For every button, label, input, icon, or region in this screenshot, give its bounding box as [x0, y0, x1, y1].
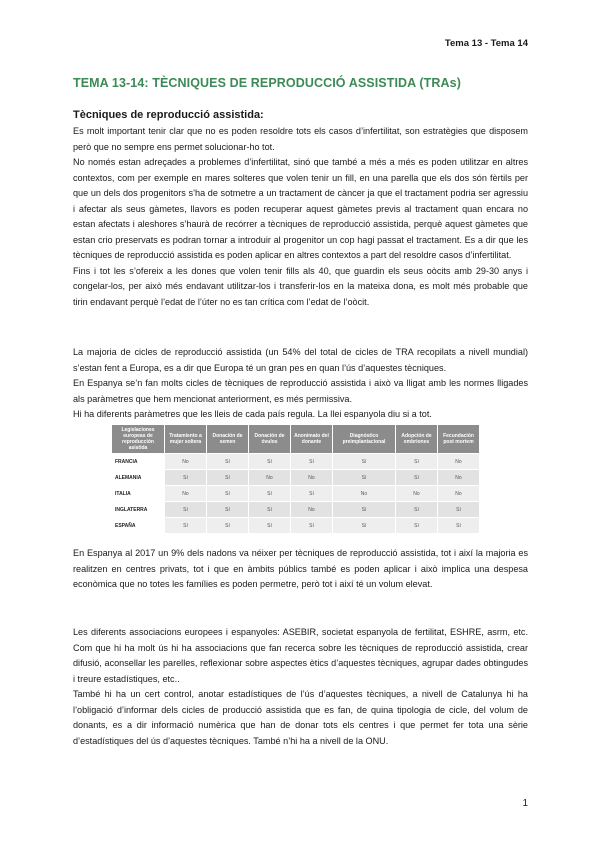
- paragraph-6: Hi ha diferents paràmetres que les lleis de cada país regula. La llei espanyola diu si a tot.: [73, 409, 432, 420]
- paragraph-8: Les diferents associacions europees i espanyoles: ASEBIR, societat espanyola de fertilitat, ESHRE, asrm, etc. Com que hi ha molt ús hi ha associacions que fan recerca sobre les tècniques de reproducció assistida, crear difusió, aconsellar les parelles, reflexionar sobre aspectes ètics d’aquestes tècniques, agrupar dades obtingudes i treure estadístiques, etc..: [73, 627, 528, 684]
- table-row: [112, 502, 480, 518]
- paragraph-1: Es molt important tenir clar que no es poden resoldre tots els casos d’infertilitat, son estratègies que disposem però que no sempre ens permet solucionar-ho tot.: [73, 126, 528, 152]
- table-header-cell: Anonimato del donante: [291, 425, 333, 454]
- table-header-cell: Fecundación post mortem: [438, 425, 480, 454]
- value-cell: Sí: [207, 518, 249, 534]
- paragraph-9: També hi ha un cert control, anotar estadístiques de l’ús d’aquestes tècniques, a nivell de Catalunya hi ha l’obligació d’informar dels cicles de producció assistida que es fan, de quina tipologia de cicle, del volum de donants, es a dir informació numèrica que han de donar tots els centres i que permet fer tota una sèrie d’estadístiques del ús d’aquestes tècniques. També n’hi ha a nivell de la ONU.: [73, 689, 528, 746]
- paragraph-3: Fins i tot les s’ofereix a les dones que volen tenir fills als 40, que guardin els seus oòcits amb 29-30 anys i congelar-los, per això més endavant utilitzar-los i transferir-los en la mateixa dona, es molt més probable que tirin endavant perquè l’edat de l’úter no es tan crítica com l’edat de l’oòcit.: [73, 265, 528, 308]
- value-cell: Sí: [333, 518, 396, 534]
- legislation-table: [111, 424, 480, 534]
- text-block-spain: [73, 546, 528, 593]
- value-cell: No: [249, 470, 291, 486]
- table-row: [112, 470, 480, 486]
- table-row: [112, 454, 480, 470]
- value-cell: No: [291, 502, 333, 518]
- value-cell: Sí: [291, 454, 333, 470]
- document-title: TEMA 13-14: TÈCNIQUES DE REPRODUCCIÓ ASSISTIDA (TRAs): [73, 76, 461, 90]
- text-block-associations: [73, 625, 528, 749]
- table-header-cell: Donación de óvulos: [249, 425, 291, 454]
- country-cell: ESPAÑA: [112, 518, 165, 534]
- paragraph-5: En Espanya se’n fan molts cicles de tècniques de reproducció assistida i això va lligat amb les normes lligades als paràmetres que hem mencionat anteriorment, es més permissiva.: [73, 378, 528, 404]
- value-cell: No: [165, 486, 207, 502]
- text-block-europe: [73, 345, 528, 423]
- value-cell: Sí: [396, 502, 438, 518]
- table-row: [112, 486, 480, 502]
- page-header: Tema 13 - Tema 14: [444, 38, 528, 49]
- page-number: 1: [522, 798, 528, 809]
- value-cell: Sí: [396, 470, 438, 486]
- table-row: [112, 518, 480, 534]
- paragraph-4: La majoria de cicles de reproducció assistida (un 54% del total de cicles de TRA recopilats a nivell mundial) s’estan fent a Europa, es a dir que Europa té un gran pes en quan l’ús d’aquestes tècniques.: [73, 347, 528, 373]
- value-cell: Sí: [291, 518, 333, 534]
- table-header-cell: Tratamiento a mujer soltera: [165, 425, 207, 454]
- country-cell: INGLATERRA: [112, 502, 165, 518]
- value-cell: Sí: [249, 454, 291, 470]
- country-cell: ITALIA: [112, 486, 165, 502]
- value-cell: Sí: [291, 486, 333, 502]
- value-cell: No: [333, 486, 396, 502]
- value-cell: Sí: [165, 518, 207, 534]
- paragraph-7: En Espanya al 2017 un 9% dels nadons va néixer per tècniques de reproducció assistida, tot i així la majoria es realitzen en centres privats, tot i que en àmbits públics també es poden aplicar i això implica una despesa econòmica que no totes les famílies es poden permetre, però tot i així té un volum elevat.: [73, 548, 528, 590]
- text-block-intro: [73, 124, 528, 311]
- value-cell: Sí: [207, 486, 249, 502]
- value-cell: Sí: [207, 470, 249, 486]
- value-cell: Sí: [249, 486, 291, 502]
- value-cell: Sí: [333, 454, 396, 470]
- value-cell: No: [165, 454, 207, 470]
- value-cell: Sí: [333, 470, 396, 486]
- table-header-cell: Diagnóstico preimplantacional: [333, 425, 396, 454]
- value-cell: Sí: [249, 518, 291, 534]
- value-cell: Sí: [249, 502, 291, 518]
- country-cell: ALEMANIA: [112, 470, 165, 486]
- value-cell: No: [291, 470, 333, 486]
- value-cell: No: [438, 486, 480, 502]
- value-cell: No: [438, 454, 480, 470]
- value-cell: Sí: [396, 518, 438, 534]
- paragraph-2: No només estan adreçades a problemes d’infertilitat, sinó que també a més a més es poden utilitzar en altres contextos, com per exemple en mares solteres que volen tenir un fill, en una parella que els dos són fèrtils per que un dels dos progenitors s’ha de sotmetre a un tractament de càncer ja que el tractament podria ser agressiu i afectar als seus gàmetes, llavors es poden recuperar aquest gàmetes previs al tractament quan encara no estan afectats i aleshores s’haurà de recórrer a tècniques de reproducció assistida, perquè aquest gàmetes que estan crio preservats es podran tornar a introduir al progenitor un cop hagi passat el tractament. Es a dir que les tècniques de reproducció assistida es poden aplicar en altres contextos a part del resoldre casos d’infertilitat.: [73, 157, 528, 261]
- value-cell: Sí: [165, 502, 207, 518]
- section-heading: Tècniques de reproducció assistida:: [73, 109, 264, 121]
- value-cell: Sí: [438, 518, 480, 534]
- table-header-cell: Legislaciones europeas de reproducción asistida: [112, 425, 165, 454]
- table-header-row: [112, 425, 480, 454]
- value-cell: No: [438, 470, 480, 486]
- table-header-cell: Adopción de embriones: [396, 425, 438, 454]
- value-cell: Sí: [207, 454, 249, 470]
- value-cell: Sí: [396, 454, 438, 470]
- table-header-cell: Donación de semen: [207, 425, 249, 454]
- value-cell: Sí: [165, 470, 207, 486]
- value-cell: Sí: [207, 502, 249, 518]
- value-cell: Sí: [333, 502, 396, 518]
- value-cell: Sí: [438, 502, 480, 518]
- value-cell: No: [396, 486, 438, 502]
- country-cell: FRANCIA: [112, 454, 165, 470]
